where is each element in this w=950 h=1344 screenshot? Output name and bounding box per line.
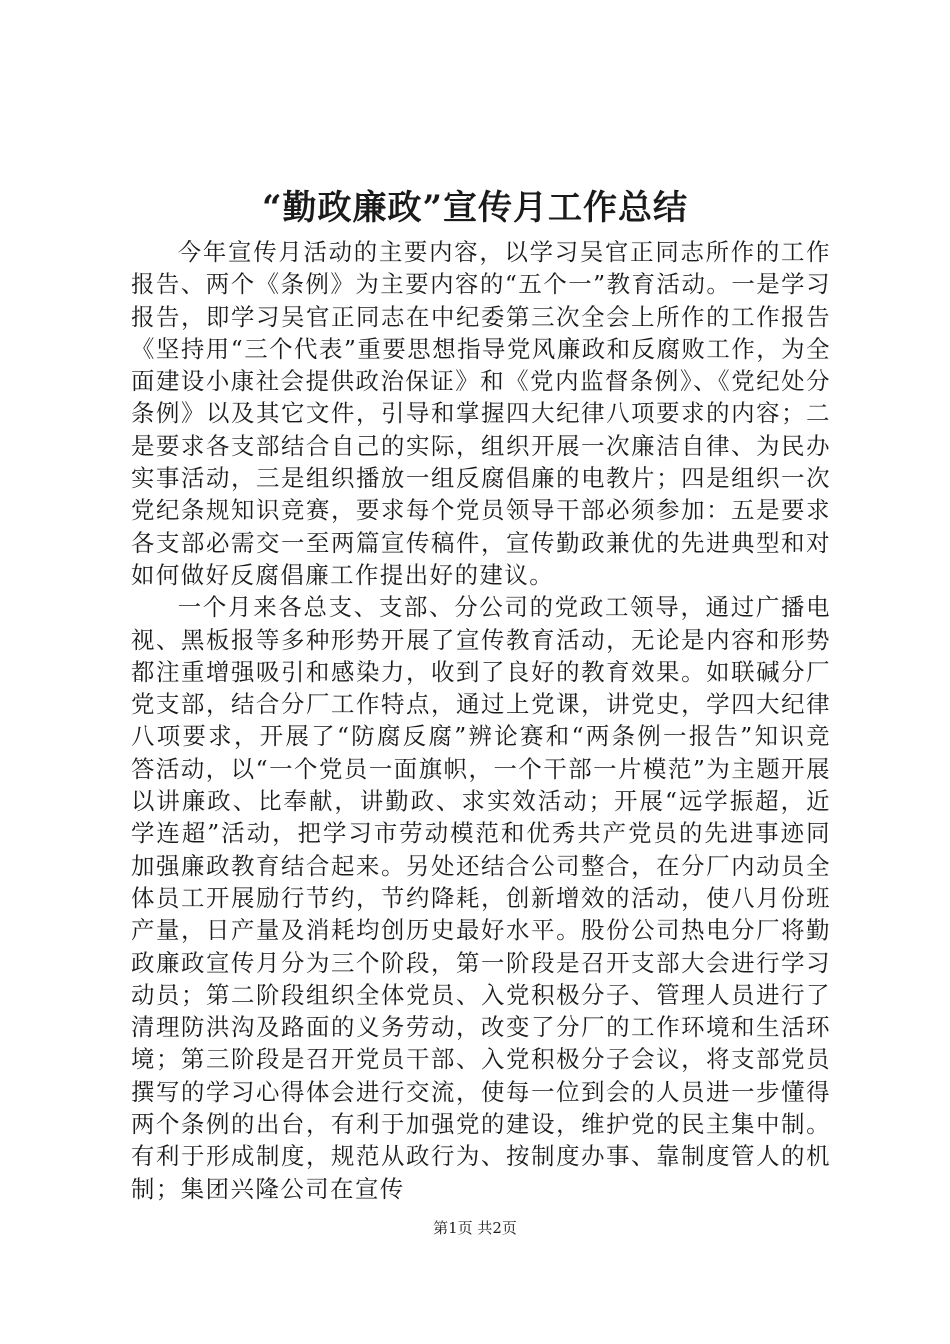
paragraph-2: 一个月来各总支、支部、分公司的党政工领导，通过广播电视、黑板报等多种形势开展了宣传教育活动，无论是内容和形势都注重增强吸引和感染力，收到了良好的教育效果。如联碱分厂党支部，结合分厂工作特点，通过上党课，讲党史，学四大纪律八项要求，开展了“防腐反腐”辨论赛和“两条例一报告”知识竞答活动，以“一个党员一面旗帜，一个干部一片模范”为主题开展以讲廉政、比奉献，讲勤政、求实效活动；开展“远学振超，近学连超”活动，把学习市劳动模范和优秀共产党员的先进事迹同加强廉政教育结合起来。另处还结合公司整合，在分厂内动员全体员工开展励行节约，节约降耗，创新增效的活动，使八月份班产量，日产量及消耗均创历史最好水平。股份公司热电分厂将勤政廉政宣传月分为三个阶段，第一阶段是召开支部大会进行学习动员；第二阶段组织全体党员、入党积极分子、管理人员进行了清理防洪沟及路面的义务劳动，改变了分厂的工作环境和生活环境；第三阶段是召开党员干部、入党积极分子会议，将支部党员撰写的学习心得体会进行交流，使每一位到会的人员进一步懂得两个条例的出台，有利于加强党的建设，维护党的民主集中制。有利于形成制度，规范从政行为、按制度办事、靠制度管人的机制；集团兴隆公司在宣传 [131, 593, 831, 1203]
document-body [131, 236, 831, 1205]
document-title: “勤政廉政”宣传月工作总结 [261, 188, 689, 228]
page-number-footer: 第1页 共2页 [433, 1219, 517, 1237]
paragraph-1: 今年宣传月活动的主要内容，以学习吴官正同志所作的工作报告、两个《条例》为主要内容的“五个一”教育活动。一是学习报告，即学习吴官正同志在中纪委第三次全会上所作的工作报告《坚持用“三个代表”重要思想指导党风廉政和反腐败工作，为全面建设小康社会提供政治保证》和《党内监督条例》、《党纪处分条例》以及其它文件，引导和掌握四大纪律八项要求的内容；二是要求各支部结合自己的实际，组织开展一次廉洁自律、为民办实事活动，三是组织播放一组反腐倡廉的电教片；四是组织一次党纪条规知识竞赛，要求每个党员领导干部必须参加：五是要求各支部必需交一至两篇宣传稿件，宣传勤政兼优的先进典型和对如何做好反腐倡廉工作提出好的建议。 [131, 238, 831, 589]
